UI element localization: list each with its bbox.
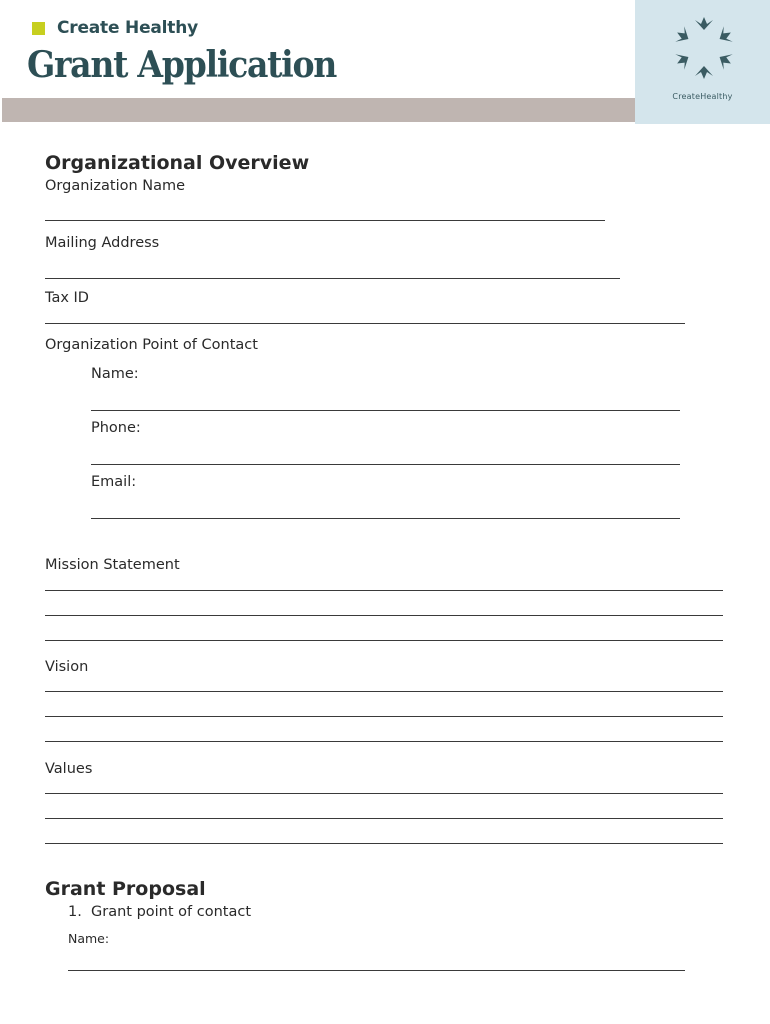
contact-name-field[interactable] bbox=[91, 410, 680, 411]
mailing-address-label: Mailing Address bbox=[45, 235, 160, 251]
contact-phone-field[interactable] bbox=[91, 464, 680, 465]
vision-field-line[interactable] bbox=[45, 741, 723, 742]
contact-email-label: Email: bbox=[91, 474, 137, 490]
tax-id-field[interactable] bbox=[45, 323, 685, 324]
mission-field-line[interactable] bbox=[45, 615, 723, 616]
mailing-address-field[interactable] bbox=[45, 278, 620, 279]
proposal-name-field[interactable] bbox=[68, 970, 685, 971]
values-field-line[interactable] bbox=[45, 843, 723, 844]
proposal-item-label: Grant point of contact bbox=[91, 904, 252, 920]
section-heading-overview: Organizational Overview bbox=[45, 152, 310, 174]
contact-label: Organization Point of Contact bbox=[45, 337, 258, 353]
vision-field-line[interactable] bbox=[45, 716, 723, 717]
proposal-name-label: Name: bbox=[68, 931, 110, 946]
brand-square-icon bbox=[32, 22, 45, 35]
tax-id-label: Tax ID bbox=[45, 290, 89, 306]
contact-email-field[interactable] bbox=[91, 518, 680, 519]
logo-text: CreateHealthy bbox=[672, 92, 733, 101]
org-name-field[interactable] bbox=[45, 220, 605, 221]
proposal-item-number: 1. bbox=[68, 904, 82, 920]
vision-field-line[interactable] bbox=[45, 691, 723, 692]
section-heading-proposal: Grant Proposal bbox=[45, 878, 206, 900]
header-bar bbox=[2, 98, 635, 122]
logo-panel bbox=[635, 0, 770, 124]
butterfly-ring-logo-icon bbox=[671, 12, 737, 84]
brand-name: Create Healthy bbox=[57, 18, 199, 38]
mission-label: Mission Statement bbox=[45, 557, 180, 573]
org-name-label: Organization Name bbox=[45, 178, 186, 194]
page-title: Grant Application bbox=[27, 44, 337, 86]
vision-label: Vision bbox=[45, 659, 89, 675]
contact-phone-label: Phone: bbox=[91, 420, 141, 436]
header bbox=[0, 0, 770, 124]
values-field-line[interactable] bbox=[45, 818, 723, 819]
mission-field-line[interactable] bbox=[45, 640, 723, 641]
mission-field-line[interactable] bbox=[45, 590, 723, 591]
values-field-line[interactable] bbox=[45, 793, 723, 794]
values-label: Values bbox=[45, 761, 93, 777]
contact-name-label: Name: bbox=[91, 366, 139, 382]
